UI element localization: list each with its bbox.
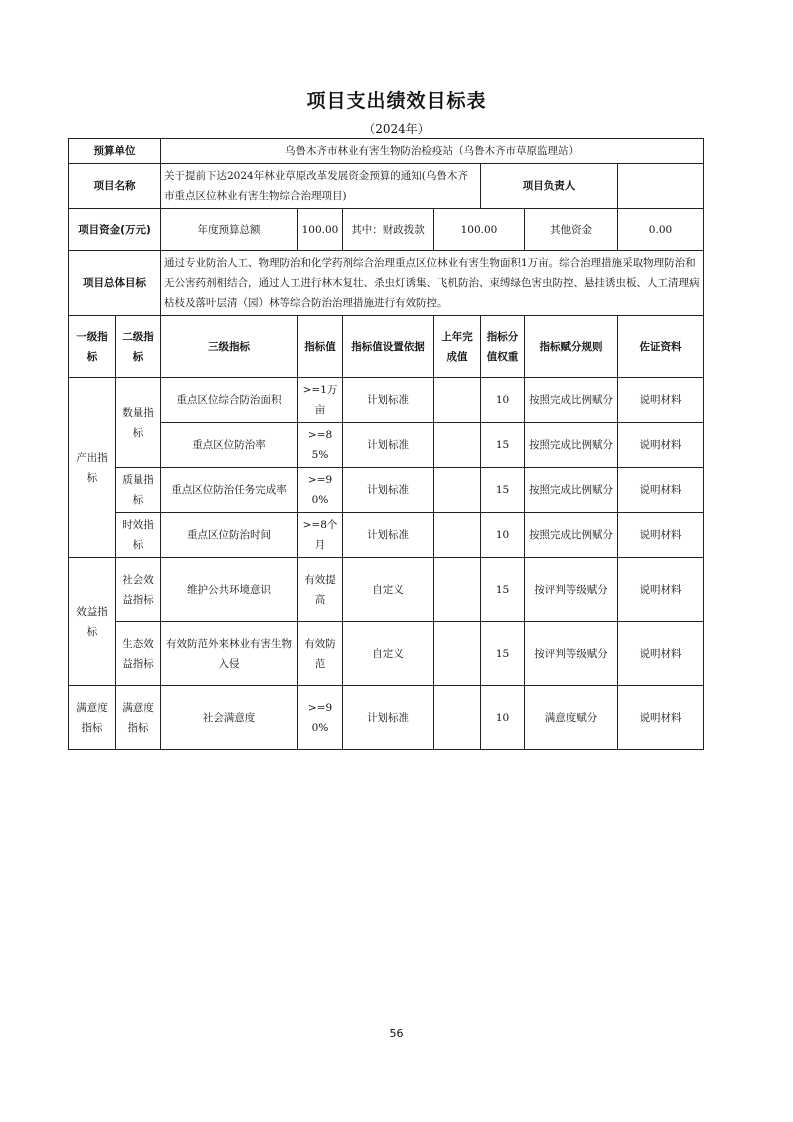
row-rule: 按照完成比例赋分	[525, 468, 618, 513]
header-level3: 三级指标	[161, 316, 298, 378]
table-row	[69, 622, 704, 686]
row-evidence: 说明材料	[618, 423, 704, 468]
subgroup-ecological: 生态效益指标	[116, 622, 161, 686]
row-evidence: 说明材料	[618, 468, 704, 513]
row-value: >=1万亩	[298, 378, 343, 423]
row-rule: 按照完成比例赋分	[525, 423, 618, 468]
row-evidence: 说明材料	[618, 686, 704, 750]
row-value: >=8个月	[298, 513, 343, 558]
row-basis: 计划标准	[343, 468, 434, 513]
overall-goal-row	[69, 251, 704, 316]
project-name-row	[69, 164, 704, 209]
row-evidence: 说明材料	[618, 558, 704, 622]
row-rule: 按照完成比例赋分	[525, 378, 618, 423]
page-title: 项目支出绩效目标表	[306, 90, 487, 112]
overall-goal-label: 项目总体目标	[69, 251, 161, 316]
header-basis: 指标值设置依据	[343, 316, 434, 378]
row-indicator: 重点区位防治任务完成率	[161, 468, 298, 513]
row-evidence: 说明材料	[618, 622, 704, 686]
header-value: 指标值	[298, 316, 343, 378]
row-basis: 计划标准	[343, 686, 434, 750]
row-last-year	[434, 558, 481, 622]
overall-goal-value: 通过专业防治人工、物理防治和化学药剂综合治理重点区位林业有害生物面积1万亩。综合治理措施采取物理防治和无公害药剂相结合，通过人工进行林木复壮、杀虫灯诱集、飞机防治、束缚绿色害虫防控、悬挂诱虫板、人工清理病枯枝及落叶层清（园）林等综合防治治理措施进行有效防控。	[161, 251, 704, 316]
table-row	[69, 558, 704, 622]
row-value: >=90%	[298, 686, 343, 750]
fiscal-label: 其中：财政拨款	[343, 209, 434, 251]
row-last-year	[434, 686, 481, 750]
subgroup-quantity: 数量指标	[116, 378, 161, 468]
row-basis: 自定义	[343, 558, 434, 622]
other-fund-label: 其他资金	[525, 209, 618, 251]
table-row	[69, 378, 704, 423]
header-weight: 指标分值权重	[481, 316, 525, 378]
header-last-year: 上年完成值	[434, 316, 481, 378]
group-output: 产出指标	[69, 378, 116, 558]
row-rule: 满意度赋分	[525, 686, 618, 750]
table-row	[69, 423, 704, 468]
row-basis: 计划标准	[343, 423, 434, 468]
year-label: （2024年）	[363, 122, 430, 136]
table-row	[69, 468, 704, 513]
row-last-year	[434, 423, 481, 468]
row-indicator: 重点区位防治率	[161, 423, 298, 468]
annual-budget-label: 年度预算总额	[161, 209, 298, 251]
row-value: 有效防范	[298, 622, 343, 686]
header-evidence: 佐证资料	[618, 316, 704, 378]
fund-row	[69, 209, 704, 251]
header-rule: 指标赋分规则	[525, 316, 618, 378]
row-last-year	[434, 378, 481, 423]
fund-label: 项目资金(万元)	[69, 209, 161, 251]
row-weight: 15	[481, 558, 525, 622]
performance-table	[68, 138, 704, 750]
row-evidence: 说明材料	[618, 378, 704, 423]
table-row	[69, 513, 704, 558]
subgroup-social: 社会效益指标	[116, 558, 161, 622]
row-weight: 15	[481, 468, 525, 513]
project-name-value: 关于提前下达2024年林业草原改革发展资金预算的通知(乌鲁木齐市重点区位林业有害生物综合治理项目)	[161, 164, 481, 209]
row-indicator: 有效防范外来林业有害生物入侵	[161, 622, 298, 686]
annual-budget-value: 100.00	[298, 209, 343, 251]
table-row	[69, 686, 704, 750]
row-basis: 计划标准	[343, 513, 434, 558]
other-fund-value: 0.00	[618, 209, 704, 251]
row-weight: 15	[481, 622, 525, 686]
project-name-label: 项目名称	[69, 164, 161, 209]
header-level2: 二级指标	[116, 316, 161, 378]
row-last-year	[434, 513, 481, 558]
row-last-year	[434, 622, 481, 686]
row-evidence: 说明材料	[618, 513, 704, 558]
row-weight: 15	[481, 423, 525, 468]
project-manager-label: 项目负责人	[481, 164, 618, 209]
row-weight: 10	[481, 686, 525, 750]
budget-unit-value: 乌鲁木齐市林业有害生物防治检疫站（乌鲁木齐市草原监理站）	[161, 139, 704, 164]
row-weight: 10	[481, 513, 525, 558]
row-value: >=90%	[298, 468, 343, 513]
row-last-year	[434, 468, 481, 513]
budget-unit-row	[69, 139, 704, 164]
row-value: >=85%	[298, 423, 343, 468]
row-indicator: 重点区位综合防治面积	[161, 378, 298, 423]
project-manager-value	[618, 164, 704, 209]
row-basis: 自定义	[343, 622, 434, 686]
row-weight: 10	[481, 378, 525, 423]
group-benefit: 效益指标	[69, 558, 116, 686]
subgroup-timeliness: 时效指标	[116, 513, 161, 558]
page-number: 56	[389, 1027, 404, 1040]
row-rule: 按评判等级赋分	[525, 622, 618, 686]
row-indicator: 维护公共环境意识	[161, 558, 298, 622]
row-value: 有效提高	[298, 558, 343, 622]
group-satisfaction: 满意度指标	[69, 686, 116, 750]
subgroup-quality: 质量指标	[116, 468, 161, 513]
row-indicator: 社会满意度	[161, 686, 298, 750]
header-row	[69, 316, 704, 378]
row-indicator: 重点区位防治时间	[161, 513, 298, 558]
fiscal-value: 100.00	[434, 209, 525, 251]
header-level1: 一级指标	[69, 316, 116, 378]
row-rule: 按照完成比例赋分	[525, 513, 618, 558]
subgroup-satisfaction: 满意度指标	[116, 686, 161, 750]
budget-unit-label: 预算单位	[69, 139, 161, 164]
row-basis: 计划标准	[343, 378, 434, 423]
row-rule: 按评判等级赋分	[525, 558, 618, 622]
